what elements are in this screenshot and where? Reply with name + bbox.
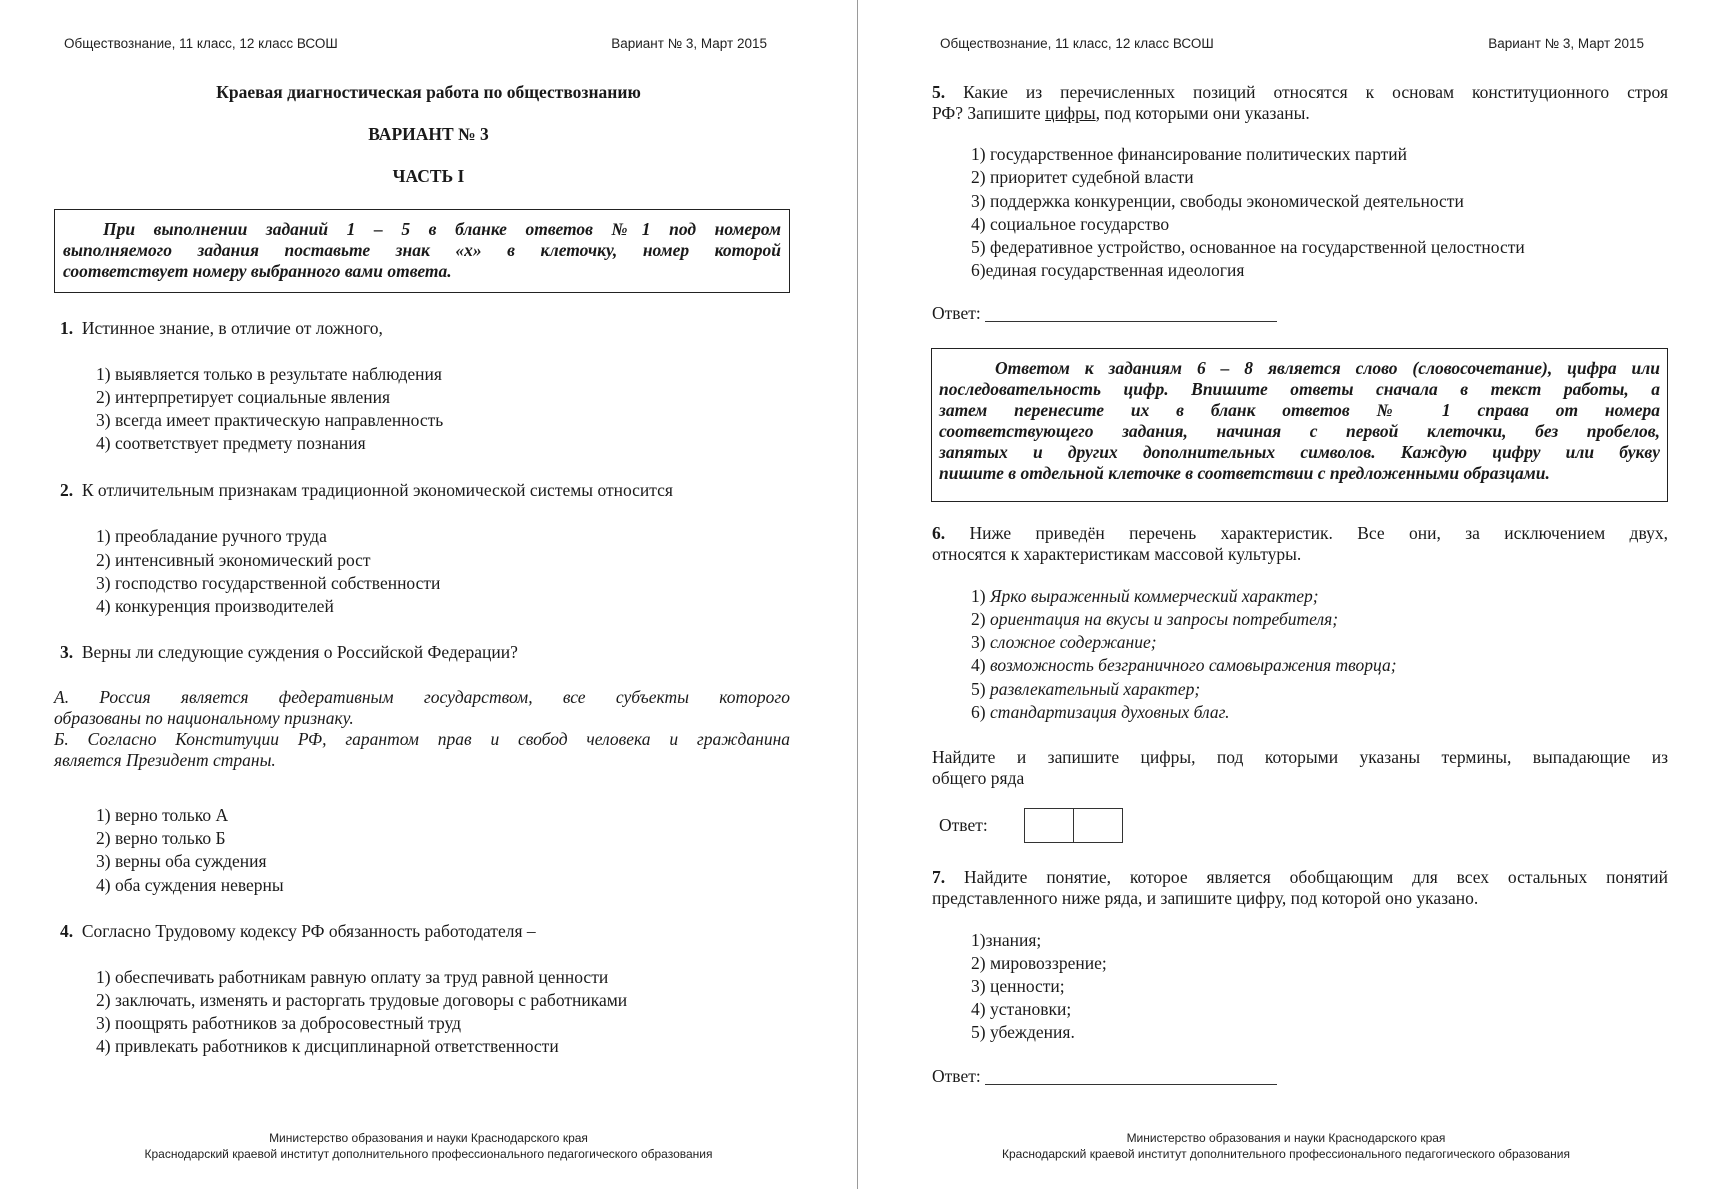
q3-option: 4) оба суждения неверны	[96, 875, 284, 895]
question-text: , под которыми они указаны.	[1095, 103, 1310, 123]
instruction-line: пишите в отдельной клеточке в соответствии с предложенными образцами.	[939, 463, 1550, 483]
instruction-line: выполняемого задания поставьте знак «x» в клеточку, номер которой	[63, 240, 781, 260]
question-number: 3.	[60, 642, 74, 662]
instruction-line: соответствующего задания, начиная с первой клеточки, без пробелов,	[939, 421, 1660, 441]
q1-option: 2) интерпретирует социальные явления	[96, 387, 391, 407]
question-number: 7.	[932, 867, 946, 887]
question-number: 2.	[60, 480, 74, 500]
q6-option: 1) Ярко выраженный коммерческий характер;	[971, 586, 1319, 606]
q6-option: 2) ориентация на вкусы и запросы потребителя;	[971, 609, 1339, 629]
q4-option: 2) заключать, изменять и расторгать трудовые договоры с работниками	[96, 990, 628, 1010]
q7-option: 3) ценности;	[971, 976, 1065, 996]
question-text: представленного ниже ряда, и запишите цифру, под которой оно указано.	[932, 888, 1479, 908]
question-5	[932, 82, 1668, 124]
q6-option: 6) стандартизация духовных благ.	[971, 702, 1230, 722]
statement-line: А. Россия является федеративным государством, все субъекты которого	[54, 687, 790, 707]
answer-blank	[985, 1068, 1277, 1085]
document-title: Краевая диагностическая работа по обществознанию	[216, 82, 641, 102]
question-text: Какие из перечисленных позиций относятся к основам конституционного строя	[963, 82, 1669, 102]
instruction-line: затем перенесите их в бланк ответов № 1 справа от номера	[939, 400, 1660, 420]
q5-option: 1) государственное финансирование политических партий	[971, 144, 1407, 164]
instruction-line: соответствует номеру выбранного вами ответа.	[63, 261, 452, 281]
q6-option: 4) возможность безграничного самовыражения творца;	[971, 655, 1397, 675]
footer-line: Краснодарский краевой институт дополнительного профессионального педагогического образования	[144, 1147, 713, 1161]
q7-option: 1)знания;	[971, 930, 1042, 950]
question-number: 5.	[932, 82, 946, 102]
question-text: РФ? Запишите	[932, 103, 1046, 123]
q3-option: 1) верно только А	[96, 805, 229, 825]
question-text: Ниже приведён перечень характеристик. Все они, за исключением двух,	[969, 523, 1668, 543]
instruction-line: При выполнении заданий 1 – 5 в бланке ответов №1 под номером	[103, 219, 781, 239]
question-text-underlined: цифры	[1045, 103, 1096, 123]
part-title: ЧАСТЬ I	[392, 166, 465, 186]
q5-option: 5) федеративное устройство, основанное на государственной целостности	[971, 237, 1525, 257]
header-subject: Обществознание, 11 класс, 12 класс ВСОШ	[940, 36, 1214, 51]
question-text: Согласно Трудовому кодексу РФ обязанность работодателя –	[81, 921, 536, 941]
q6-option: 3) сложное содержание;	[971, 632, 1157, 652]
find-line: общего ряда	[932, 768, 1025, 788]
q1-option: 4) соответствует предмету познания	[96, 433, 366, 453]
header-variant: Вариант № 3, Март 2015	[1488, 36, 1644, 51]
q5-option: 2) приоритет судебной власти	[971, 167, 1194, 187]
footer-line: Министерство образования и науки Краснодарского края	[1126, 1131, 1446, 1145]
right-page	[858, 0, 1714, 1189]
question-text: Верны ли следующие суждения о Российской Федерации?	[81, 642, 518, 662]
footer-left	[0, 1130, 857, 1162]
statement-line: образованы по национальному признаку.	[54, 708, 354, 728]
q7-option: 2) мировоззрение;	[971, 953, 1107, 973]
question-text: Истинное знание, в отличие от ложного,	[81, 318, 383, 338]
q2-option: 3) господство государственной собственности	[96, 573, 441, 593]
instruction-box-6-8	[931, 348, 1668, 502]
q4-option: 4) привлекать работников к дисциплинарной ответственности	[96, 1036, 559, 1056]
q5-option: 6)единая государственная идеология	[971, 260, 1245, 280]
instruction-line: Ответом к заданиям 6 – 8 является слово (словосочетание), цифра или	[995, 358, 1660, 378]
question-3	[60, 642, 518, 663]
question-text: К отличительным признакам традиционной экономической системы относится	[81, 480, 673, 500]
q4-option: 3) поощрять работников за добросовестный труд	[96, 1013, 462, 1033]
q5-answer	[932, 303, 1277, 324]
answer-cell-1[interactable]	[1024, 808, 1074, 843]
answer-blank	[985, 305, 1277, 322]
statement-line: Б. Согласно Конституции РФ, гарантом прав и свобод человека и гражданина	[54, 729, 790, 749]
question-1	[60, 318, 383, 339]
variant-title: ВАРИАНТ № 3	[368, 124, 489, 144]
q6-answer-label: Ответ:	[939, 815, 988, 835]
instruction-line: запятых и других дополнительных символов. Каждую цифру или букву	[939, 442, 1660, 462]
q7-option: 5) убеждения.	[971, 1022, 1075, 1042]
statement-line: является Президент страны.	[54, 750, 276, 770]
question-number: 1.	[60, 318, 74, 338]
footer-line: Министерство образования и науки Краснодарского края	[269, 1131, 588, 1145]
question-text: Найдите понятие, которое является обобщающим для всех остальных понятий	[964, 867, 1669, 887]
q6-option: 5) развлекательный характер;	[971, 679, 1201, 699]
footer-line: Краснодарский краевой институт дополнительного профессионального педагогического образования	[1001, 1147, 1570, 1161]
answer-label: Ответ:	[932, 303, 981, 323]
q1-option: 3) всегда имеет практическую направленность	[96, 410, 444, 430]
question-text: относятся к характеристикам массовой культуры.	[932, 544, 1302, 564]
question-4	[60, 921, 536, 942]
q5-option: 4) социальное государство	[971, 214, 1170, 234]
answer-label: Ответ:	[932, 1066, 981, 1086]
instruction-box-1-5	[54, 209, 790, 293]
question-7	[932, 867, 1668, 909]
header-subject: Обществознание, 11 класс, 12 класс ВСОШ	[64, 36, 338, 51]
q4-option: 1) обеспечивать работникам равную оплату за труд равной ценности	[96, 967, 609, 987]
q2-option: 4) конкуренция производителей	[96, 596, 334, 616]
header-variant: Вариант № 3, Март 2015	[611, 36, 767, 51]
question-number: 4.	[60, 921, 74, 941]
q7-option: 4) установки;	[971, 999, 1072, 1019]
find-line: Найдите и запишите цифры, под которыми указаны термины, выпадающие из	[932, 747, 1668, 767]
q2-option: 1) преобладание ручного труда	[96, 526, 327, 546]
q3-option: 3) верны оба суждения	[96, 851, 267, 871]
question-2	[60, 480, 673, 501]
question-number: 6.	[932, 523, 946, 543]
q6-find-instruction	[932, 747, 1668, 789]
q7-answer	[932, 1066, 1277, 1087]
q1-option: 1) выявляется только в результате наблюдения	[96, 364, 442, 384]
q2-option: 2) интенсивный экономический рост	[96, 550, 371, 570]
answer-cell-2[interactable]	[1073, 808, 1123, 843]
footer-right	[858, 1130, 1714, 1162]
instruction-line: последовательность цифр. Впишите ответы сначала в текст работы, а	[939, 379, 1660, 399]
question-6	[932, 523, 1668, 565]
q3-statements	[54, 687, 790, 771]
q3-option: 2) верно только Б	[96, 828, 226, 848]
q5-option: 3) поддержка конкуренции, свободы экономической деятельности	[971, 191, 1464, 211]
